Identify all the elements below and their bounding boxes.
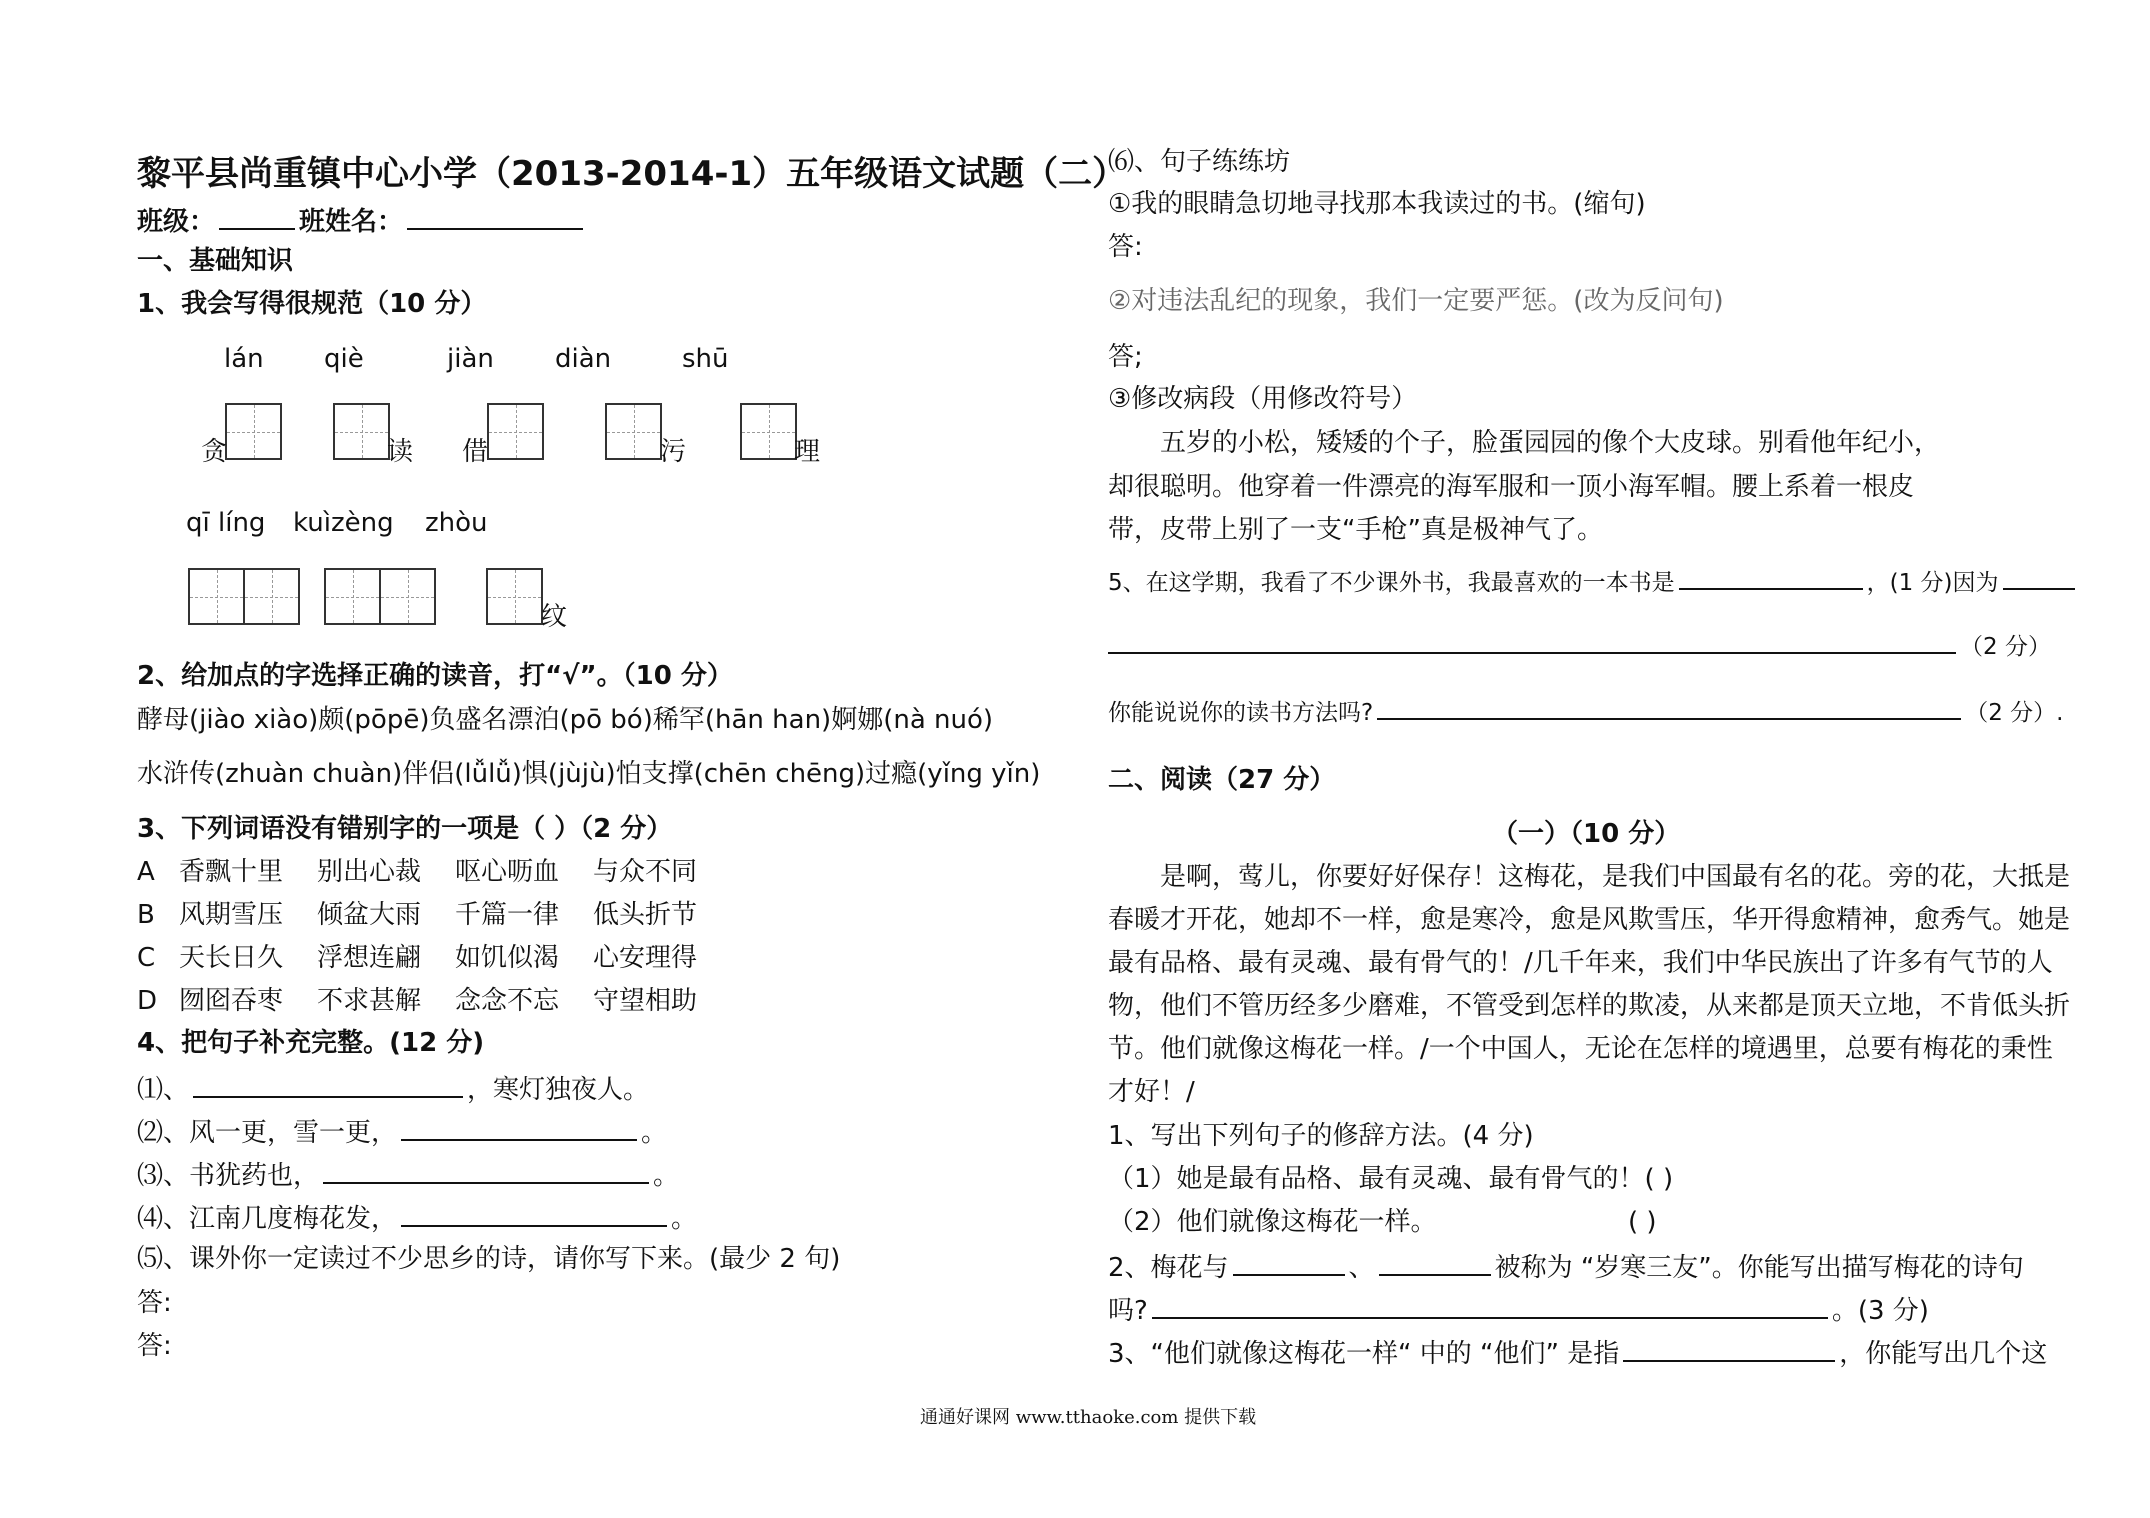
answer-label: 答;	[1108, 342, 1143, 372]
section-reading: 二、阅读（27 分）	[1108, 765, 1336, 795]
fill-blank[interactable]	[193, 1070, 463, 1098]
reading-q2-text-b: 被称为 “岁寒三友”。你能写出描写梅花的诗句	[1494, 1253, 2024, 1283]
option-word: 天长日久	[179, 943, 284, 973]
option-row	[137, 941, 697, 975]
option-word: 浮想连翩	[317, 943, 422, 973]
writing-box[interactable]	[188, 568, 245, 625]
class-info	[137, 202, 587, 239]
answer-paren[interactable]: ( )	[1628, 1207, 1657, 1237]
answer-label: 答:	[137, 1288, 172, 1318]
pinyin: qī líng	[186, 508, 266, 538]
period: 。	[641, 1118, 668, 1148]
writing-box[interactable]	[740, 403, 797, 460]
q5-line2	[1108, 630, 2051, 664]
reading-line: 才好！/	[1108, 1077, 1195, 1107]
reading-q1-1: （1）她是最有品格、最有灵魂、最有骨气的！( )	[1108, 1164, 1674, 1194]
option-word: 守望相助	[593, 986, 698, 1016]
writing-box[interactable]	[379, 568, 436, 625]
option-word: 如饥似渴	[455, 943, 560, 973]
q4-line5: ⑸、课外你一定读过不少思乡的诗，请你写下来。(最少 2 句)	[137, 1244, 841, 1274]
char: 污	[660, 437, 687, 467]
reading-q3-text: 3、“他们就像这梅花一样“ 中的 “他们” 是指	[1108, 1339, 1620, 1369]
q5-reading-method: 你能说说你的读书方法吗?	[1108, 700, 1374, 726]
reading-line: 春暖才开花，她却不一样，愈是寒冷，愈是风欺雪压，华开得愈精神，愈秀气。她是	[1108, 905, 2071, 935]
question-1: 1、我会写得很规范（10 分）	[137, 289, 487, 319]
writing-box[interactable]	[605, 403, 662, 460]
option-word: 倾盆大雨	[317, 900, 422, 930]
question-6: ⑹、句子练练坊	[1108, 147, 1291, 177]
section-basic: 一、基础知识	[137, 246, 294, 276]
question-3: 3、下列词语没有错别字的一项是（ ）（2 分）	[137, 814, 673, 844]
writing-box[interactable]	[333, 403, 390, 460]
option-letter: B	[137, 900, 155, 930]
char: 借	[462, 437, 489, 467]
char: 理	[794, 437, 821, 467]
score: （2 分）.	[1965, 700, 2064, 726]
question-4: 4、把句子补充完整。(12 分)	[137, 1028, 485, 1058]
period: 。	[671, 1204, 698, 1234]
option-row	[137, 984, 697, 1018]
reading-q2-text-c: 吗?	[1108, 1296, 1148, 1326]
pinyin: zhòu	[425, 508, 488, 538]
option-row	[137, 855, 697, 889]
option-letter: C	[137, 943, 156, 973]
q4-line2	[137, 1113, 667, 1150]
fill-blank[interactable]	[1623, 1334, 1835, 1362]
reading-q1: 1、写出下列句子的修辞方法。(4 分)	[1108, 1121, 1534, 1151]
footer: 通通好课网 www.tthaoke.com 提供下载	[920, 1407, 1257, 1428]
writing-box[interactable]	[486, 568, 543, 625]
option-letter: A	[137, 857, 155, 887]
pinyin: kuìzèng	[293, 508, 394, 538]
name-blank[interactable]	[407, 202, 583, 230]
page-title: 黎平县尚重镇中心小学（2013-2014-1）五年级语文试题（二）	[137, 154, 1127, 194]
fill-blank[interactable]	[1233, 1248, 1345, 1276]
q4-1-suffix: ，寒灯独夜人。	[467, 1075, 650, 1105]
option-word: 念念不忘	[455, 986, 560, 1016]
question-2: 2、给加点的字选择正确的读音，打“√”。（10 分）	[137, 661, 733, 691]
option-word: 心安理得	[593, 943, 698, 973]
fill-blank[interactable]	[2003, 566, 2075, 590]
fill-blank[interactable]	[1108, 630, 1956, 654]
char: 贪	[201, 437, 228, 467]
q4-2-text: ⑵、风一更，雪一更，	[137, 1118, 398, 1148]
pinyin: jiàn	[447, 344, 494, 374]
option-letter: D	[137, 986, 158, 1016]
option-word: 千篇一律	[455, 900, 560, 930]
fill-blank[interactable]	[1379, 1248, 1491, 1276]
pinyin: qiè	[324, 344, 364, 374]
para-line: 五岁的小松，矮矮的个子，脸蛋园园的像个大皮球。别看他年纪小，	[1160, 428, 1941, 458]
q4-3-text: ⑶、书犹药也，	[137, 1161, 320, 1191]
reading-line: 节。他们就像这梅花一样。/一个中国人，无论在怎样的境遇里，总要有梅花的秉性	[1108, 1034, 2053, 1064]
q5-text: 5、在这学期，我看了不少课外书，我最喜欢的一本书是	[1108, 570, 1675, 596]
class-blank[interactable]	[219, 202, 295, 230]
name-label: 班姓名：	[299, 207, 404, 237]
period: 。	[653, 1161, 680, 1191]
para-line: 却很聪明。他穿着一件漂亮的海军服和一顶小海军帽。腰上系着一根皮	[1108, 472, 1915, 502]
para-line: 带，皮带上别了一支“手枪”真是极神气了。	[1108, 515, 1603, 545]
q4-1-prefix: ⑴、	[137, 1075, 190, 1105]
answer-label: 答:	[1108, 232, 1143, 262]
q5-line	[1108, 566, 2079, 600]
q2-line2: 水浒传(zhuàn chuàn)伴侣(lǚlǚ)惧(jùjù)怕支撑(chēn chēng)过瘾(yǐng yǐn)	[137, 759, 1041, 789]
fill-blank[interactable]	[1152, 1291, 1828, 1319]
reading-line: 最有品格、最有灵魂、最有骨气的！/几千年来，我们中华民族出了许多有气节的人	[1108, 948, 2053, 978]
score: （2 分）	[1960, 634, 2051, 660]
q6-2: ②对违法乱纪的现象，我们一定要严惩。(改为反问句)	[1108, 286, 1724, 316]
fill-blank[interactable]	[1679, 566, 1863, 590]
reading-line: 物，他们不管历经多少磨难，不管受到怎样的欺凌，从来都是顶天立地，不肯低头折	[1108, 991, 2071, 1021]
option-word: 不求甚解	[317, 986, 422, 1016]
reading-q2-text-d: 。(3 分)	[1831, 1296, 1929, 1326]
q4-line3	[137, 1156, 679, 1193]
option-word: 低头折节	[593, 900, 698, 930]
writing-box[interactable]	[487, 403, 544, 460]
option-word: 别出心裁	[317, 857, 422, 887]
class-label: 班级：	[137, 207, 216, 237]
reading-q3-text-b: ，你能写出几个这	[1839, 1339, 2048, 1369]
pinyin: shū	[682, 344, 729, 374]
reading-line: 是啊，莺儿，你要好好保存！这梅花，是我们中国最有名的花。旁的花，大抵是	[1160, 862, 2071, 892]
q4-line1	[137, 1070, 649, 1107]
pinyin: lán	[224, 344, 264, 374]
reading-q1-2	[1108, 1205, 1437, 1239]
char: 纹	[541, 602, 568, 632]
option-word: 呕心呖血	[455, 857, 560, 887]
q5-mid: ，(1 分)因为	[1866, 570, 1999, 596]
q5-line3	[1108, 696, 2063, 730]
writing-box[interactable]	[225, 403, 282, 460]
fill-blank[interactable]	[401, 1199, 667, 1227]
option-word: 囫囵吞枣	[179, 986, 284, 1016]
reading-q3	[1108, 1334, 2047, 1371]
char: 读	[387, 437, 414, 467]
pinyin: diàn	[555, 344, 612, 374]
fill-blank[interactable]	[1377, 696, 1961, 720]
fill-blank[interactable]	[323, 1156, 649, 1184]
reading-q2	[1108, 1248, 2024, 1285]
option-word: 香飘十里	[179, 857, 284, 887]
q2-line1: 酵母(jiào xiào)颇(pōpē)负盛名漂泊(pō bó)稀罕(hān han)婀娜(nà nuó)	[137, 705, 994, 735]
writing-box[interactable]	[243, 568, 300, 625]
fill-blank[interactable]	[401, 1113, 637, 1141]
answer-label: 答:	[137, 1331, 172, 1361]
reading-q2-line2	[1108, 1291, 1929, 1328]
q6-1: ①我的眼睛急切地寻找那本我读过的书。(缩句)	[1108, 189, 1646, 219]
q4-line4	[137, 1199, 697, 1236]
option-word: 风期雪压	[179, 900, 284, 930]
reading-q1-2-text: （2）他们就像这梅花一样。	[1108, 1207, 1437, 1237]
option-word: 与众不同	[593, 857, 698, 887]
separator: 、	[1348, 1253, 1375, 1283]
q6-3: ③修改病段（用修改符号）	[1108, 384, 1418, 414]
option-row	[137, 898, 697, 932]
reading-subtitle: （一）（10 分）	[1492, 819, 1681, 849]
q4-4-text: ⑷、江南几度梅花发，	[137, 1204, 398, 1234]
writing-box[interactable]	[324, 568, 381, 625]
reading-q2-text: 2、梅花与	[1108, 1253, 1229, 1283]
